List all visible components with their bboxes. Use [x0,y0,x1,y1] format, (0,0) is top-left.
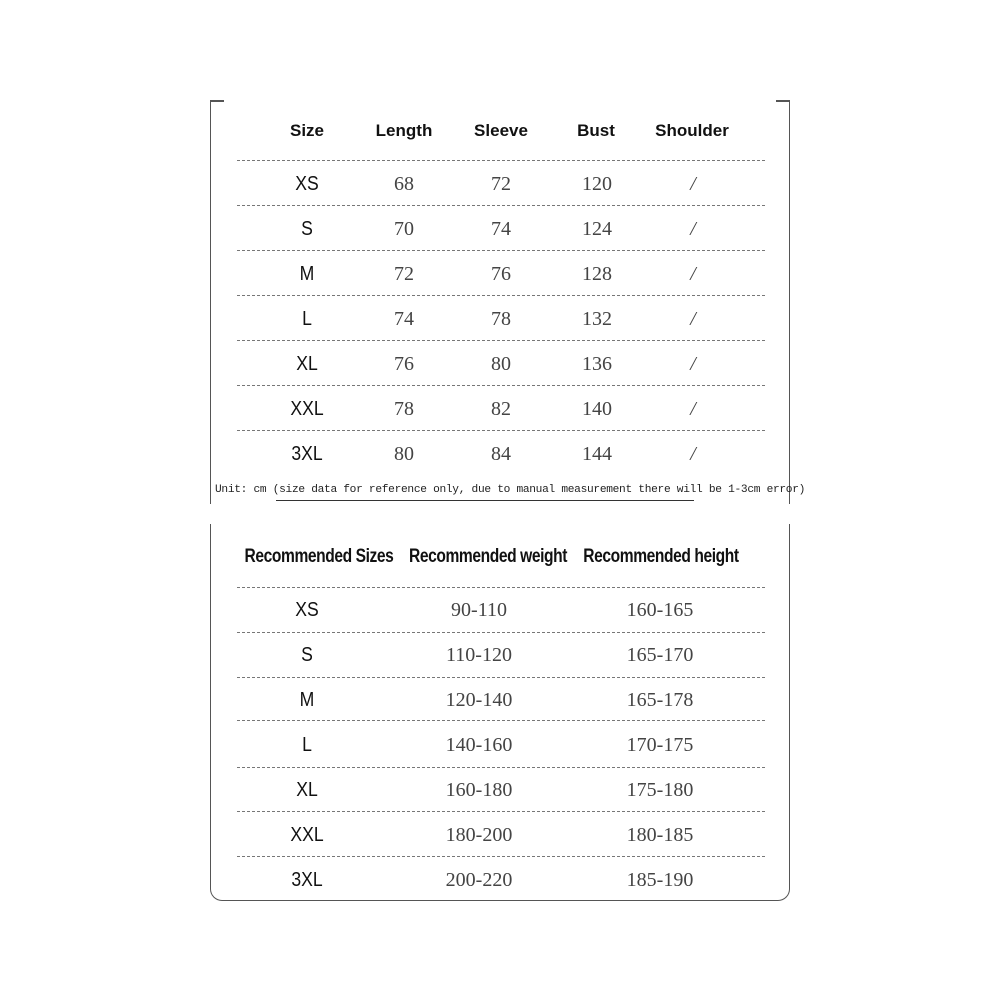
cell-length: 72 [394,263,414,285]
cell-sleeve: 74 [491,218,511,240]
cell-weight: 200-220 [445,869,513,891]
header-shoulder: Shoulder [655,121,729,140]
row-divider [237,720,765,721]
header-recommended-height: Recommended height [583,546,739,567]
table-row [211,341,789,385]
table-row [211,632,789,676]
cell-size: M [299,263,315,285]
cell-sleeve: 72 [491,173,511,195]
cell-bust: 140 [582,398,612,420]
cell-sleeve: 80 [491,353,511,375]
cell-size: XXL [290,398,324,420]
cell-shoulder: / [690,443,696,465]
table-row [211,857,789,901]
cell-size: L [302,734,312,756]
cell-weight: 180-200 [445,824,513,846]
cell-size: L [302,308,312,330]
cell-height: 160-165 [626,599,694,621]
cell-height: 170-175 [626,734,694,756]
cell-sleeve: 84 [491,443,511,465]
header-length: Length [375,121,433,140]
cell-size: XXL [290,824,324,846]
cell-length: 80 [394,443,414,465]
cell-weight: 90-110 [451,599,507,621]
note-underline [276,500,694,501]
cell-height: 175-180 [626,779,694,801]
cell-length: 76 [394,353,414,375]
cell-size: S [301,218,313,240]
recommendation-panel [210,524,790,901]
cell-height: 185-190 [626,869,694,891]
cell-sleeve: 78 [491,308,511,330]
table-row [211,722,789,766]
size-chart-header [211,121,789,145]
cell-length: 70 [394,218,414,240]
cell-length: 74 [394,308,414,330]
cell-size: 3XL [291,443,323,465]
header-recommended-weight: Recommended weight [409,546,567,567]
table-row [211,296,789,340]
cell-size: XL [296,779,318,801]
cell-length: 78 [394,398,414,420]
cell-weight: 160-180 [445,779,513,801]
cell-size: M [299,689,315,711]
cell-bust: 144 [582,443,612,465]
cell-size: XS [295,599,319,621]
cell-weight: 120-140 [445,689,513,711]
cell-size: XL [296,353,318,375]
cell-shoulder: / [690,263,696,285]
cell-shoulder: / [690,353,696,375]
cell-size: S [301,644,313,666]
cell-bust: 124 [582,218,612,240]
cell-size: XS [295,173,319,195]
cell-weight: 140-160 [445,734,513,756]
cell-bust: 132 [582,308,612,330]
cell-height: 165-170 [626,644,694,666]
cell-bust: 128 [582,263,612,285]
cell-shoulder: / [690,398,696,420]
header-bust: Bust [577,121,615,140]
header-sleeve: Sleeve [474,121,528,140]
cell-bust: 136 [582,353,612,375]
cell-sleeve: 76 [491,263,511,285]
measurement-note: Unit: cm (size data for reference only, due to manual measurement there will be 1-3cm error) [215,484,806,496]
table-row [211,161,789,205]
table-row [211,812,789,856]
table-row [211,767,789,811]
table-row [211,206,789,250]
cell-length: 68 [394,173,414,195]
header-size: Size [289,121,325,140]
table-row [211,431,789,475]
header-recommended-sizes: Recommended Sizes [244,546,394,567]
cell-shoulder: / [690,308,696,330]
recommendation-header [211,546,789,572]
table-row [211,677,789,721]
cell-sleeve: 82 [491,398,511,420]
size-chart-panel [210,100,806,504]
cell-weight: 110-120 [446,644,512,666]
cell-height: 180-185 [626,824,694,846]
table-row [211,386,789,430]
table-row [211,587,789,631]
table-row [211,251,789,295]
cell-height: 165-178 [626,689,694,711]
cell-shoulder: / [690,173,696,195]
cell-size: 3XL [291,869,323,891]
cell-shoulder: / [690,218,696,240]
cell-bust: 120 [582,173,612,195]
